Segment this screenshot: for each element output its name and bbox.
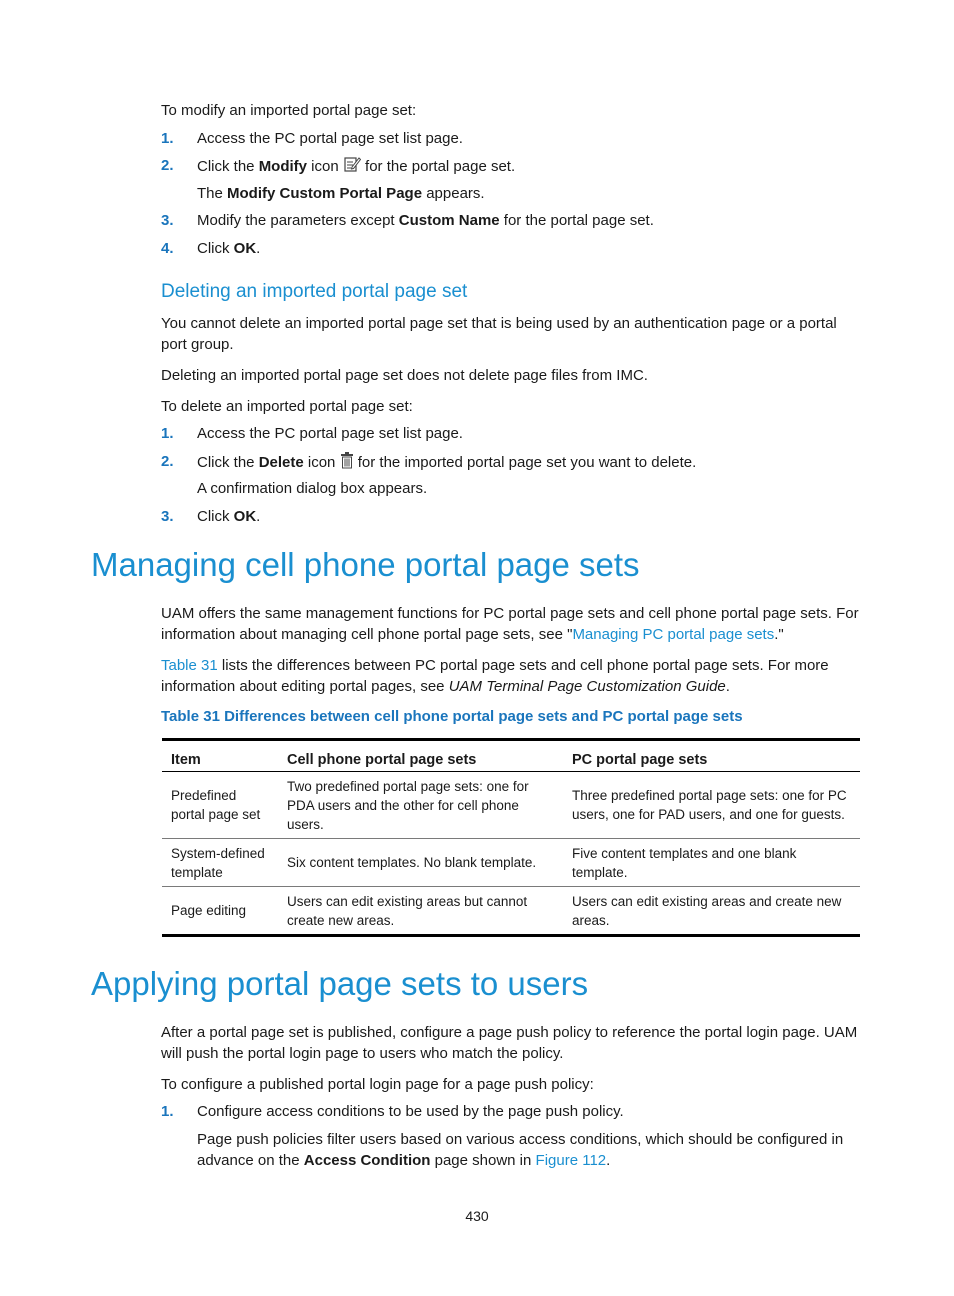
step-number: 3. [161,212,174,229]
managing-pc-link[interactable]: Managing PC portal page sets [572,626,775,643]
step-substep [197,1129,866,1171]
step-text [197,238,260,259]
sub-pre: The [197,185,228,202]
modify-intro: To modify an imported portal page set: [161,102,417,119]
step-substep [197,183,485,204]
chapter-heading: Managing cell phone portal page sets [91,546,640,583]
table-row [162,839,860,887]
column-header: PC portal page sets [563,740,860,772]
step-pre: Modify the parameters except [197,212,399,229]
delete-label: Delete [258,454,304,471]
ok-label: OK [233,240,257,257]
paragraph [161,655,866,697]
step-text: Access the PC portal page set list page. [197,425,463,442]
step-text: Configure access conditions to be used by the page push policy. [197,1103,624,1120]
table-cell: Two predefined portal page sets: one for PDA users and the other for cell phone users. [278,772,563,839]
step-mid: icon [307,158,343,175]
table-caption: Table 31 Differences between cell phone portal page sets and PC portal page sets [161,708,743,725]
step-post: for the portal page set. [360,158,516,175]
edit-icon [343,155,361,173]
configure-intro: To configure a published portal login page for a page push policy: [161,1076,594,1093]
step-post: . [256,240,261,257]
paragraph: You cannot delete an imported portal page set that is being used by an authentication page or a portal port group. [161,315,837,353]
table-cell: Predefined portal page set [162,772,278,839]
step-number: 1. [161,1103,174,1120]
step-number: 1. [161,130,174,147]
differences-table [162,738,860,937]
paragraph: Deleting an imported portal page set does not delete page files from IMC. [161,367,648,384]
step-text [197,451,696,473]
table-cell: Page editing [171,903,247,918]
step-number: 2. [161,157,174,174]
column-header: Cell phone portal page sets [278,740,563,772]
step-mid: icon [303,454,340,471]
step-post: for the portal page set. [499,212,654,229]
page-number: 430 [465,1208,489,1224]
step-pre: Click [197,240,234,257]
table-cell: Three predefined portal page sets: one for PC users, one for PAD users, and one for guests. [563,772,860,839]
step-pre: Click the [197,158,259,175]
step-pre: Click [197,508,234,525]
trash-icon [340,451,354,469]
custom-name-label: Custom Name [398,212,500,229]
chapter-heading: Applying portal page sets to users [91,965,589,1002]
step-text [197,155,515,177]
step-text [197,210,654,231]
sub-text: . [606,1152,611,1169]
para-text: lists the differences between PC portal page sets and cell phone portal page sets. For more information about editing portal pages, see [161,657,829,695]
table-header-row [162,740,860,772]
guide-title: UAM Terminal Page Customization Guide [448,678,726,695]
table-cell: Six content templates. No blank template. [278,839,563,887]
sub-text: page shown in [430,1152,536,1169]
step-text: Access the PC portal page set list page. [197,130,463,147]
para-text: ." [774,626,784,643]
step-number: 3. [161,508,174,525]
para-text: . [725,678,730,695]
step-post: . [256,508,261,525]
table-cell: Users can edit existing areas but cannot create new areas. [287,893,528,928]
step-pre: Click the [197,454,259,471]
table-31-link[interactable]: Table 31 [161,657,218,674]
section-heading: Deleting an imported portal page set [161,281,468,302]
delete-intro: To delete an imported portal page set: [161,398,413,415]
table-cell: Five content templates and one blank template. [563,839,860,887]
modify-label: Modify [258,158,308,175]
sub-post: appears. [422,185,485,202]
table-row [162,887,860,936]
step-text [197,506,260,527]
access-condition-label: Access Condition [303,1152,431,1169]
step-post: for the imported portal page set you want to delete. [353,454,697,471]
sub-text: Page push policies filter users based on various access conditions, which should be configured in advance on the [197,1131,844,1169]
page-name: Modify Custom Portal Page [227,185,423,202]
ok-label: OK [233,508,257,525]
step-number: 1. [161,425,174,442]
step-number: 4. [161,240,174,257]
figure-112-link[interactable]: Figure 112 [535,1152,607,1169]
paragraph [161,603,866,645]
table-row [162,772,860,839]
paragraph: After a portal page set is published, configure a page push policy to reference the portal login page. UAM will push the portal login page to users who match the policy. [161,1024,858,1062]
para-text: UAM offers the same management functions for PC portal page sets and cell phone portal page sets. For information about managing cell phone portal page sets, see " [161,605,859,643]
table-cell: System-defined template [162,839,278,887]
table-cell: Users can edit existing areas and create new areas. [572,893,842,928]
step-substep: A confirmation dialog box appears. [197,480,428,497]
step-number: 2. [161,453,174,470]
column-header: Item [162,740,278,772]
